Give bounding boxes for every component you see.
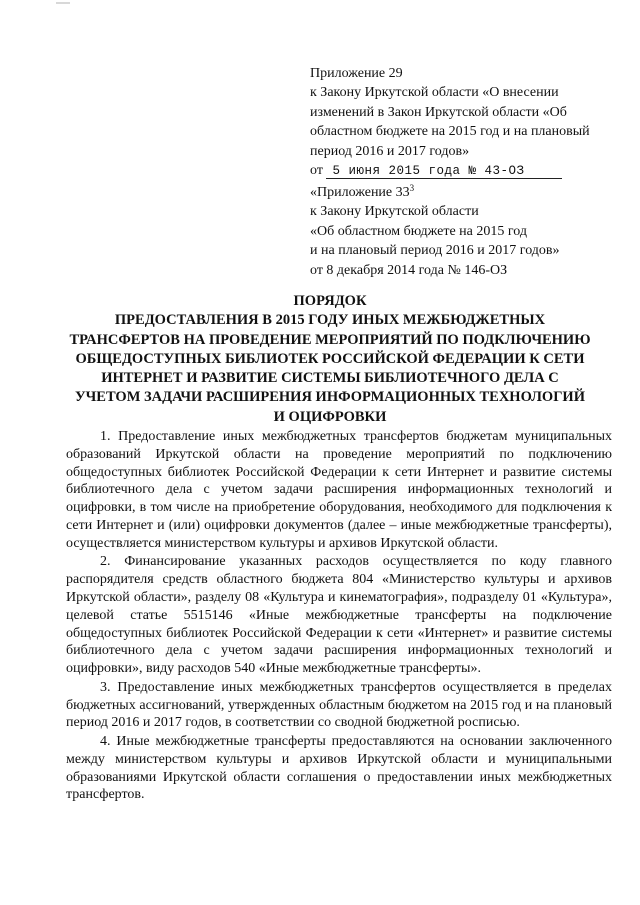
annex-29-line: изменений в Закон Иркутской области «Об bbox=[310, 104, 567, 120]
document-body bbox=[66, 428, 612, 805]
title-line: ТРАНСФЕРТОВ НА ПРОВЕДЕНИЕ МЕРОПРИЯТИЙ ПО ПОДКЛЮЧЕНИЮ bbox=[69, 331, 591, 348]
annex-29-title: Приложение 29 bbox=[310, 66, 403, 81]
title-line: УЧЕТОМ ЗАДАЧИ РАСШИРЕНИЯ ИНФОРМАЦИОННЫХ ТЕХНОЛОГИЙ bbox=[75, 389, 585, 406]
annex-29-line: период 2016 и 2017 годов» bbox=[310, 143, 470, 159]
annex-33-line: к Закону Иркутской области bbox=[310, 204, 479, 220]
annex-33-line: «Об областном бюджете на 2015 год bbox=[310, 223, 527, 239]
title-line: И ОЦИФРОВКИ bbox=[273, 408, 387, 425]
paragraph-3: 3. Предоставление иных межбюджетных трансфертов осуществляется в пределах бюджетных ассигнований, утвержденных областным бюджетом на 2015 год и на плановый период 2016 и 2017 годов, в соответствии со сводной бюджетной росписью. bbox=[66, 679, 612, 731]
title-heading: ПОРЯДОК bbox=[293, 293, 367, 309]
annex-29-header bbox=[310, 64, 610, 181]
title-line: ОБЩЕДОСТУПНЫХ БИБЛИОТЕК РОССИЙСКОЙ ФЕДЕРАЦИИ К СЕТИ bbox=[75, 350, 585, 367]
date-prefix: от bbox=[310, 163, 323, 179]
paragraph-2: 2. Финансирование указанных расходов осуществляется по коду главного распорядителя средств областного бюджета 804 «Министерство культуры и архивов Иркутской области», разделу 08 «Культура и кинематография», подразделу 01 «Культура», целевой статье 5515146 «Иные межбюджетные трансферты на подключение общедоступных библиотек Российской Федерации к сети «Интернет» и развитие системы библиотечного дела с учетом задачи расширения информационных технологий и оцифровки», виду расходов 540 «Иные межбюджетные трансферты». bbox=[66, 554, 612, 677]
annex-29-line: областном бюджете на 2015 год и на плановый bbox=[310, 124, 590, 140]
annex-29-line: к Закону Иркутской области «О внесении bbox=[310, 85, 559, 101]
scan-mark bbox=[56, 2, 70, 4]
annex-33-title-text: «Приложение 33 bbox=[310, 185, 410, 200]
title-line: ИНТЕРНЕТ И РАЗВИТИЕ СИСТЕМЫ БИБЛИОТЕЧНОГО ДЕЛА С bbox=[101, 370, 559, 387]
paragraph-1: 1. Предоставление иных межбюджетных трансфертов бюджетам муниципальных образований Иркутской области на проведение мероприятий по подключению общедоступных библиотек Российской Федерации к сети Интернет и развитие системы библиотечного дела с учетом задачи расширения информационных технологий и оцифровки, в том числе на приобретение оборудования, необходимого для подключения к сети Интернет и (или) оцифровки документов (далее – иные межбюджетные трансферты), осуществляется министерством культуры и архивов Иркутской области. bbox=[66, 429, 612, 551]
annex-33-title bbox=[310, 183, 610, 202]
annex-33-line: и на плановый период 2016 и 2017 годов» bbox=[310, 243, 560, 259]
document-title bbox=[48, 292, 612, 427]
annex-33-header bbox=[310, 183, 610, 280]
typed-date-field: 5 июня 2015 года № 43-ОЗ bbox=[326, 164, 562, 179]
annex-33-line: от 8 декабря 2014 года № 146-ОЗ bbox=[310, 262, 508, 278]
title-line: ПРЕДОСТАВЛЕНИЯ В 2015 ГОДУ ИНЫХ МЕЖБЮДЖЕТНЫХ bbox=[114, 312, 546, 329]
annex-33-superscript: 3 bbox=[409, 183, 415, 193]
annex-29-date-line bbox=[310, 161, 610, 181]
paragraph-4: 4. Иные межбюджетные трансферты предоставляются на основании заключенного между министерством культуры и архивов Иркутской области и муниципальными образованиями Иркутской области соглашения о предоставлении иных межбюджетных трансфертов. bbox=[66, 733, 612, 803]
